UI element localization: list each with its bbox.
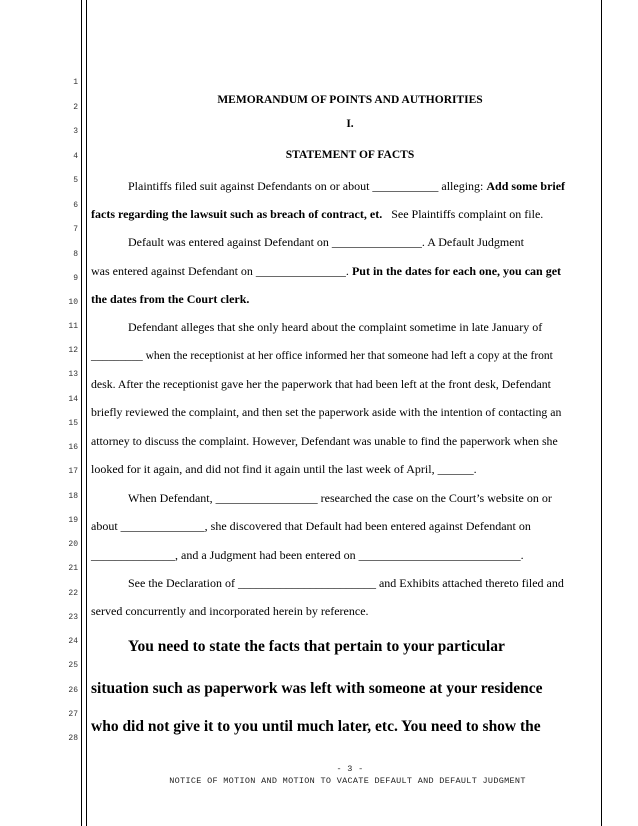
line-number: 24 [68, 637, 78, 646]
line-number: 7 [73, 225, 78, 234]
line-number: 18 [68, 492, 78, 501]
body-line: _________ when the receptionist at her office informed her that someone had left a copy at the front [91, 350, 553, 362]
line-number: 12 [68, 346, 78, 355]
left-margin-rule-inner [86, 0, 87, 826]
line-number: 2 [73, 103, 78, 112]
body-line: looked for it again, and did not find it again until the last week of April, ______. [91, 462, 477, 476]
line-number: 1 [73, 78, 78, 87]
line-number: 5 [73, 176, 78, 185]
body-text: was entered against Defendant on _______________. [91, 264, 352, 278]
large-instruction-line: situation such as paperwork was left with someone at your residence [91, 680, 543, 697]
body-text: See Plaintiffs complaint on file. [391, 207, 544, 221]
body-line: Defendant alleges that she only heard about the complaint sometime in late January of [128, 320, 543, 334]
line-number: 9 [73, 274, 78, 283]
body-line: briefly reviewed the complaint, and then set the paperwork aside with the intention of contacting an [91, 405, 562, 419]
left-margin-rule-outer [81, 0, 82, 826]
line-number: 10 [68, 298, 78, 307]
line-number: 15 [68, 419, 78, 428]
line-number: 8 [73, 250, 78, 259]
line-number: 11 [68, 322, 78, 331]
large-instruction-line: You need to state the facts that pertain to your particular [128, 638, 505, 655]
page-number: - 3 - [336, 764, 364, 774]
line-number: 14 [68, 395, 78, 404]
line-number: 27 [68, 710, 78, 719]
body-line: When Defendant, _________________ researched the case on the Court’s website on or [128, 491, 552, 505]
line-number: 21 [68, 564, 78, 573]
line-number: 25 [68, 661, 78, 670]
body-line [91, 264, 561, 278]
body-line: Default was entered against Defendant on _______________. A Default Judgment [128, 235, 524, 249]
section-title: STATEMENT OF FACTS [285, 149, 415, 161]
line-number: 16 [68, 443, 78, 452]
line-number: 26 [68, 686, 78, 695]
line-number: 4 [73, 152, 78, 161]
body-line: served concurrently and incorporated herein by reference. [91, 604, 369, 618]
body-line: about ______________, she discovered that Default had been entered against Defendant on [91, 519, 531, 533]
body-text: Plaintiffs filed suit against Defendants on or about ___________ alleging: [128, 179, 487, 193]
body-line [91, 207, 543, 221]
instruction-text: Put in the dates for each one, you can get [351, 264, 562, 278]
line-number: 3 [73, 127, 78, 136]
large-instruction-line: who did not give it to you until much later, etc. You need to show the [91, 718, 541, 735]
line-number: 13 [68, 370, 78, 379]
section-number: I. [346, 118, 354, 130]
line-number: 17 [68, 467, 78, 476]
line-number: 6 [73, 201, 78, 210]
body-line: attorney to discuss the complaint. However, Defendant was unable to find the paperwork when she [91, 434, 558, 448]
body-line: desk. After the receptionist gave her the paperwork that had been left at the front desk, Defendant [91, 377, 551, 391]
body-line: ______________, and a Judgment had been entered on ___________________________. [91, 548, 524, 562]
instruction-text: facts regarding the lawsuit such as breach of contract, et. [91, 207, 383, 221]
footer-title: NOTICE OF MOTION AND MOTION TO VACATE DEFAULT AND DEFAULT JUDGMENT [169, 776, 526, 786]
memorandum-title: MEMORANDUM OF POINTS AND AUTHORITIES [217, 94, 483, 106]
line-number: 23 [68, 613, 78, 622]
line-number: 20 [68, 540, 78, 549]
line-number: 19 [68, 516, 78, 525]
instruction-text: Add some brief [486, 179, 566, 193]
right-margin-rule [601, 0, 602, 826]
instruction-line: the dates from the Court clerk. [91, 292, 250, 306]
line-number: 22 [68, 589, 78, 598]
body-line: See the Declaration of _______________________ and Exhibits attached thereto filed and [128, 576, 564, 590]
body-line [128, 179, 565, 193]
line-number: 28 [68, 734, 78, 743]
